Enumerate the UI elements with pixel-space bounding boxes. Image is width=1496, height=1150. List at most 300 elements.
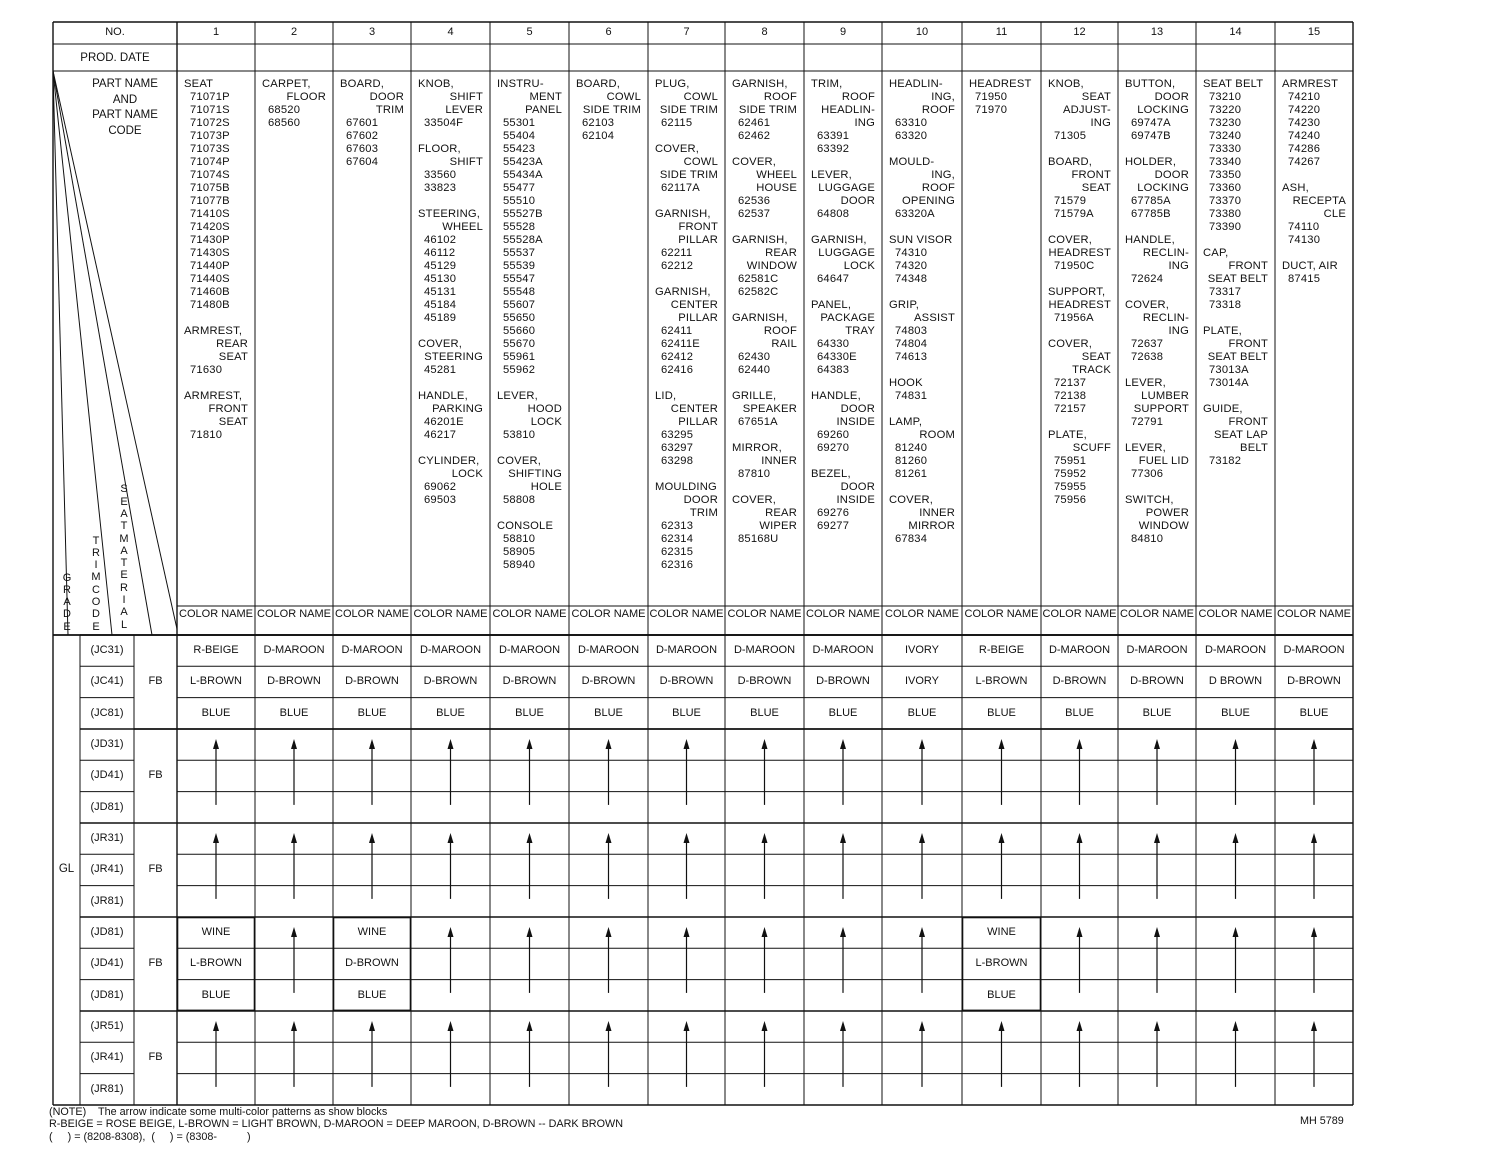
part-line: KNOB,	[1048, 78, 1084, 90]
part-line: PILLAR	[678, 416, 718, 428]
color-value: BLUE	[828, 706, 858, 719]
color-value: D-MAROON	[1204, 644, 1267, 656]
part-line: 55404	[503, 130, 536, 142]
part-list-col-7	[655, 78, 718, 572]
part-line: COVER,	[732, 494, 777, 506]
multi-color-arrow	[1077, 927, 1083, 993]
part-line	[1125, 221, 1189, 234]
part-line	[889, 221, 955, 234]
column-number: 13	[1150, 26, 1164, 38]
diagonal-color	[53, 71, 177, 629]
part-line: FRONT	[678, 221, 718, 233]
part-line: 55607	[503, 299, 536, 311]
part-list-col-12	[1048, 78, 1111, 507]
part-line: BELT	[1240, 442, 1268, 454]
part-line: 55528A	[503, 234, 543, 246]
color-value: D-MAROON	[1048, 644, 1111, 656]
color-value: D-BROWN	[659, 675, 714, 688]
part-line: 87810	[738, 468, 771, 480]
multi-color-arrow	[840, 1021, 846, 1087]
part-line: 73013A	[1209, 364, 1249, 376]
column-number: 9	[839, 26, 847, 38]
part-line: 71075B	[190, 182, 230, 194]
part-line: 71430P	[190, 234, 230, 246]
multi-color-arrow	[606, 833, 612, 899]
part-line: 63295	[661, 429, 694, 441]
part-line: TRIM	[689, 507, 718, 519]
part-line: 72157	[1054, 403, 1087, 415]
part-line: 74267	[1288, 156, 1321, 168]
part-line: ING,	[931, 91, 955, 103]
color-name-header: COLOR NAME	[1120, 608, 1194, 620]
multi-color-arrow	[448, 833, 454, 899]
part-line: 74210	[1288, 91, 1321, 103]
part-line: 84810	[1131, 533, 1164, 545]
part-line: 64808	[817, 208, 850, 220]
part-line: SIDE TRIM	[659, 104, 718, 116]
part-line: ROOF	[763, 91, 797, 103]
part-line: DOOR	[369, 91, 404, 103]
part-line: ROOF	[921, 104, 955, 116]
column-number: 4	[447, 26, 454, 38]
diagonal-trim	[53, 71, 112, 635]
part-line	[811, 377, 875, 390]
part-line: SHIFTING	[508, 468, 562, 480]
color-value: BLUE	[1221, 706, 1250, 719]
part-line	[497, 442, 562, 455]
part-line: DUCT, AIR	[1282, 260, 1338, 272]
multi-color-arrow	[213, 1021, 219, 1087]
part-line: 55527B	[503, 208, 543, 220]
part-line: HEADREST	[1048, 299, 1111, 311]
color-name-header: COLOR NAME	[885, 608, 959, 620]
part-line: SEAT BELT	[1203, 78, 1264, 90]
part-line: BOARD,	[576, 78, 621, 90]
prod-date-label: PROD. DATE	[80, 52, 150, 64]
part-line: 69503	[424, 494, 457, 506]
part-line: 45129	[424, 260, 457, 272]
part-line: 55477	[503, 182, 536, 194]
part-line: 62104	[582, 130, 615, 142]
part-line: 73014A	[1209, 377, 1249, 389]
multi-color-arrow	[1077, 739, 1083, 805]
part-line	[655, 195, 718, 208]
part-line: 73380	[1209, 208, 1242, 220]
part-list-col-3	[340, 78, 404, 169]
part-line: REAR	[765, 507, 797, 519]
part-line: LEVER,	[1125, 377, 1166, 389]
part-line: 69747B	[1131, 130, 1171, 142]
trim-code: (JR41)	[90, 1051, 124, 1064]
part-list-col-1	[184, 78, 248, 442]
column-number: 3	[368, 26, 376, 38]
part-line: CONSOLE	[497, 520, 554, 532]
part-name-header-label: PART NAME	[92, 109, 158, 121]
part-line: 71072S	[190, 117, 230, 129]
part-list-col-2	[262, 78, 326, 130]
part-line: ARMREST,	[184, 390, 243, 402]
part-line: DOOR	[1154, 91, 1189, 103]
part-line	[732, 221, 797, 234]
color-name-header: COLOR NAME	[1277, 608, 1351, 620]
part-line: 46102	[424, 234, 457, 246]
part-line: 73220	[1209, 104, 1242, 116]
multi-color-arrow	[291, 927, 297, 993]
column-number: 15	[1307, 26, 1321, 38]
color-value: D-MAROON	[1126, 644, 1188, 656]
multi-color-arrow	[1311, 927, 1317, 993]
part-name-header-label: PART NAME	[92, 78, 158, 90]
color-value: D-BROWN	[345, 675, 399, 688]
part-line: RECLIN-	[1142, 312, 1189, 324]
part-line	[418, 377, 483, 390]
multi-color-arrow	[606, 739, 612, 805]
color-name-header: COLOR NAME	[964, 608, 1039, 620]
part-line: LUGGAGE	[818, 247, 875, 259]
part-line: 55423	[503, 143, 536, 155]
part-line	[811, 156, 875, 169]
part-line	[655, 273, 718, 286]
color-legend: R-BEIGE = ROSE BEIGE, L-BROWN = LIGHT BROWN, D-MAROON = DEEP MAROON, D-BROWN -- DARK BROWN	[49, 1118, 623, 1130]
part-line: 71950C	[1054, 260, 1095, 272]
column-number: 11	[995, 26, 1008, 38]
part-list-col-6	[576, 78, 641, 143]
part-line: 63310	[895, 117, 928, 129]
part-line: SHIFT	[449, 156, 483, 168]
part-line: 68560	[268, 117, 301, 129]
part-line: 62536	[738, 195, 771, 207]
part-line: WINDOW	[746, 260, 797, 272]
multi-color-arrow	[369, 739, 375, 805]
part-line: 72791	[1131, 416, 1164, 428]
part-line: 62582C	[738, 286, 779, 298]
part-line: COWL	[683, 91, 718, 103]
part-line: HOLE	[530, 481, 562, 493]
color-value: BLUE	[987, 706, 1016, 719]
multi-color-arrow	[1154, 1021, 1160, 1087]
part-line	[811, 455, 875, 468]
part-line: CYLINDER,	[418, 455, 480, 467]
part-line: 73240	[1209, 130, 1242, 142]
part-line: DOOR	[840, 481, 875, 493]
trim-code: (JR51)	[90, 1020, 124, 1032]
part-line: TRAY	[845, 325, 875, 337]
part-line: SUN VISOR	[889, 234, 953, 246]
color-value: BLUE	[672, 706, 701, 719]
part-line: SEAT	[184, 78, 214, 90]
part-line: 73350	[1209, 169, 1242, 181]
trim-code: (JD81)	[90, 800, 124, 813]
part-line: SCUFF	[1072, 442, 1111, 454]
part-line: SEAT	[218, 416, 248, 428]
part-line: 71810	[190, 429, 223, 441]
part-line: TRIM	[375, 104, 404, 116]
part-line	[889, 481, 955, 494]
part-line: HANDLE,	[418, 390, 468, 402]
column-number: 6	[605, 26, 612, 38]
multi-color-arrow	[684, 739, 690, 805]
part-line: SUPPORT	[1133, 403, 1189, 415]
part-line: PLATE,	[1203, 325, 1242, 337]
trim-code-label: T R I M C O D E	[91, 534, 101, 633]
multi-color-arrow	[527, 739, 533, 805]
part-line	[497, 377, 562, 390]
multi-color-arrow	[1311, 1021, 1317, 1087]
part-line: 33504F	[424, 117, 464, 129]
part-line: 55548	[503, 286, 536, 298]
part-line: 67785A	[1131, 195, 1171, 207]
part-line: 69277	[817, 520, 850, 532]
trim-code: (JD31)	[90, 738, 124, 750]
part-line: 62315	[661, 546, 694, 558]
part-line: 63320	[895, 130, 928, 142]
part-line: PILLAR	[678, 234, 718, 246]
part-line: SHIFT	[449, 91, 483, 103]
multi-color-arrow	[1154, 833, 1160, 899]
color-value: BLUE	[515, 706, 544, 719]
color-value: D-MAROON	[419, 644, 482, 656]
part-line: LAMP,	[889, 416, 923, 428]
part-line: 73210	[1209, 91, 1242, 103]
part-list-col-11	[969, 78, 1034, 117]
color-name-header: COLOR NAME	[1042, 608, 1117, 620]
multi-color-arrow	[840, 833, 846, 899]
part-name-header-label: CODE	[108, 124, 142, 137]
part-line: FUEL LID	[1138, 455, 1189, 467]
part-line	[732, 481, 797, 494]
multi-color-arrow	[527, 833, 533, 899]
part-line: 73318	[1209, 299, 1242, 311]
seat-material-value: FB	[148, 768, 163, 781]
part-line: 64647	[817, 273, 850, 285]
part-line	[655, 468, 718, 481]
color-value: D-MAROON	[655, 644, 718, 656]
part-line: ING,	[931, 169, 955, 181]
part-line	[184, 377, 248, 390]
part-line: 74240	[1288, 130, 1321, 142]
part-line: DOOR	[1154, 169, 1189, 181]
multi-color-arrow	[762, 739, 768, 805]
part-line: PARKING	[432, 403, 483, 415]
color-value: D-BROWN	[581, 675, 636, 688]
part-line: POWER	[1145, 507, 1189, 519]
part-line: 62537	[738, 208, 771, 220]
part-line: 63297	[661, 442, 694, 454]
part-line: PLUG,	[655, 78, 690, 90]
part-line: FRONT	[1228, 260, 1268, 272]
part-line: 33823	[424, 182, 457, 194]
part-line: 64330E	[817, 351, 857, 363]
color-value: WINE	[987, 926, 1016, 938]
part-line: ASSIST	[914, 312, 955, 324]
color-value: BLUE	[201, 988, 231, 1001]
part-line: ING	[854, 117, 875, 129]
part-line: 71077B	[190, 195, 230, 207]
part-line: 62462	[738, 130, 771, 142]
part-line: COWL	[683, 156, 718, 168]
multi-color-arrow	[606, 1021, 612, 1087]
color-value: D-BROWN	[737, 675, 792, 688]
part-line: 71073S	[190, 143, 230, 155]
part-list-col-10	[889, 78, 955, 546]
multi-color-arrow	[369, 833, 375, 899]
part-line: TRACK	[1072, 364, 1111, 376]
color-value: D-MAROON	[498, 644, 561, 656]
part-line: STEERING,	[418, 208, 481, 220]
part-line: COWL	[606, 91, 641, 103]
part-line: 87415	[1288, 273, 1321, 285]
part-line: 63392	[817, 143, 850, 155]
part-line: GUIDE,	[1203, 403, 1243, 415]
part-line: 71410S	[190, 208, 230, 220]
part-line: INSTRU-	[497, 78, 544, 90]
part-line: 75952	[1054, 468, 1087, 480]
color-name-header: COLOR NAME	[1198, 608, 1273, 620]
color-value: BLUE	[357, 988, 387, 1001]
part-line: GRIP,	[889, 299, 920, 311]
part-line	[811, 221, 875, 234]
part-line: 69062	[424, 481, 457, 493]
part-line: HEADREST	[969, 78, 1032, 90]
diagonal-grade	[53, 71, 68, 635]
column-number: 10	[915, 26, 929, 38]
part-line: 67602	[346, 130, 379, 142]
color-value: R-BEIGE	[193, 644, 239, 656]
part-line: DOOR	[840, 195, 875, 207]
part-line: MIRROR	[908, 520, 955, 532]
multi-color-arrow	[369, 1021, 375, 1087]
part-line: COVER,	[418, 338, 463, 350]
part-line: 55301	[503, 117, 536, 129]
part-line: 71440S	[190, 273, 230, 285]
multi-color-arrow	[919, 1021, 925, 1087]
multi-color-arrow	[1077, 1021, 1083, 1087]
part-line: ING	[1168, 260, 1189, 272]
part-line: ROOM	[919, 429, 955, 441]
part-line: 58905	[503, 546, 536, 558]
multi-color-arrow	[684, 1021, 690, 1087]
part-line: 62313	[661, 520, 694, 532]
part-line: GRILLE,	[732, 390, 777, 402]
grade-value: GL	[58, 863, 75, 875]
part-line: 72637	[1131, 338, 1164, 350]
part-line: 62581C	[738, 273, 779, 285]
color-value: BLUE	[987, 988, 1016, 1001]
part-line: 73230	[1209, 117, 1242, 129]
part-line: SEAT	[1081, 182, 1111, 194]
part-line: ROOF	[763, 325, 797, 337]
part-line: 55961	[503, 351, 536, 363]
part-line: LEVER,	[497, 390, 538, 402]
part-line: 45130	[424, 273, 457, 285]
part-line: 55537	[503, 247, 536, 259]
part-line: 71579A	[1054, 208, 1094, 220]
part-line: INSIDE	[836, 416, 875, 428]
part-line	[655, 130, 718, 143]
part-line: 71579	[1054, 195, 1087, 207]
multi-color-arrow	[1077, 833, 1083, 899]
color-value: BLUE	[1142, 706, 1172, 719]
multi-color-arrow	[1233, 1021, 1239, 1087]
part-line	[889, 403, 955, 416]
color-value: D-MAROON	[341, 644, 403, 656]
seat-material-value: FB	[148, 674, 163, 687]
part-line: WINDOW	[1138, 520, 1189, 532]
part-line: LID,	[655, 390, 677, 402]
part-line	[889, 286, 955, 299]
color-value: D BROWN	[1208, 675, 1263, 688]
part-line: COVER,	[1048, 338, 1093, 350]
part-line: LEVER,	[811, 169, 852, 181]
part-line: COVER,	[1048, 234, 1093, 246]
color-value: IVORY	[904, 675, 940, 688]
part-line: 67604	[346, 156, 379, 168]
part-line: SIDE TRIM	[582, 104, 641, 116]
part-line: 45189	[424, 312, 457, 324]
note-line: (NOTE) The arrow indicate some multi-color patterns as show blocks	[49, 1106, 388, 1118]
multi-color-arrow	[527, 1021, 533, 1087]
part-line: 71480B	[190, 299, 230, 311]
part-list-col-5	[497, 78, 562, 572]
part-line: LOCK	[451, 468, 483, 480]
trim-code: (JD81)	[90, 988, 124, 1001]
part-line: 75956	[1054, 494, 1087, 506]
part-line: 45131	[424, 286, 457, 298]
part-line	[1125, 364, 1189, 377]
color-value: BLUE	[357, 706, 387, 719]
part-line	[1125, 429, 1189, 442]
part-line: CLE	[1323, 208, 1346, 220]
part-line	[1125, 286, 1189, 299]
part-line	[1048, 221, 1111, 234]
part-line: 69747A	[1131, 117, 1171, 129]
part-line: LOCK	[843, 260, 875, 272]
part-line: REAR	[765, 247, 797, 259]
color-name-header: COLOR NAME	[649, 608, 724, 620]
part-line: ROOF	[921, 182, 955, 194]
part-name-header-label: AND	[112, 93, 138, 106]
part-line: CENTER	[670, 299, 718, 311]
part-line	[418, 130, 483, 143]
part-line: LOCK	[530, 416, 562, 428]
color-name-header: COLOR NAME	[492, 608, 567, 620]
part-line	[1282, 247, 1346, 260]
part-line: HOOK	[889, 377, 923, 389]
part-line: HANDLE,	[1125, 234, 1175, 246]
part-line: ADJUST-	[1062, 104, 1111, 116]
part-line: MOULDING	[655, 481, 717, 493]
part-line: STEERING	[424, 351, 483, 363]
part-line: 71073P	[190, 130, 230, 142]
color-value: BLUE	[594, 706, 623, 719]
color-value: R-BEIGE	[978, 644, 1025, 656]
part-line	[1048, 273, 1111, 286]
part-line: HOUSE	[756, 182, 797, 194]
part-list-col-14	[1203, 78, 1268, 468]
multi-color-arrow	[1233, 833, 1239, 899]
multi-color-arrow	[527, 927, 533, 993]
part-line	[889, 364, 955, 377]
multi-color-arrow	[999, 833, 1005, 899]
multi-color-arrow	[291, 1021, 297, 1087]
part-list-col-9	[811, 78, 875, 533]
part-line: 62412	[661, 351, 694, 363]
part-line: INNER	[919, 507, 955, 519]
multi-color-arrow	[840, 927, 846, 993]
part-line: 58808	[503, 494, 536, 506]
part-line	[1203, 234, 1268, 247]
part-line: 62440	[738, 364, 771, 376]
